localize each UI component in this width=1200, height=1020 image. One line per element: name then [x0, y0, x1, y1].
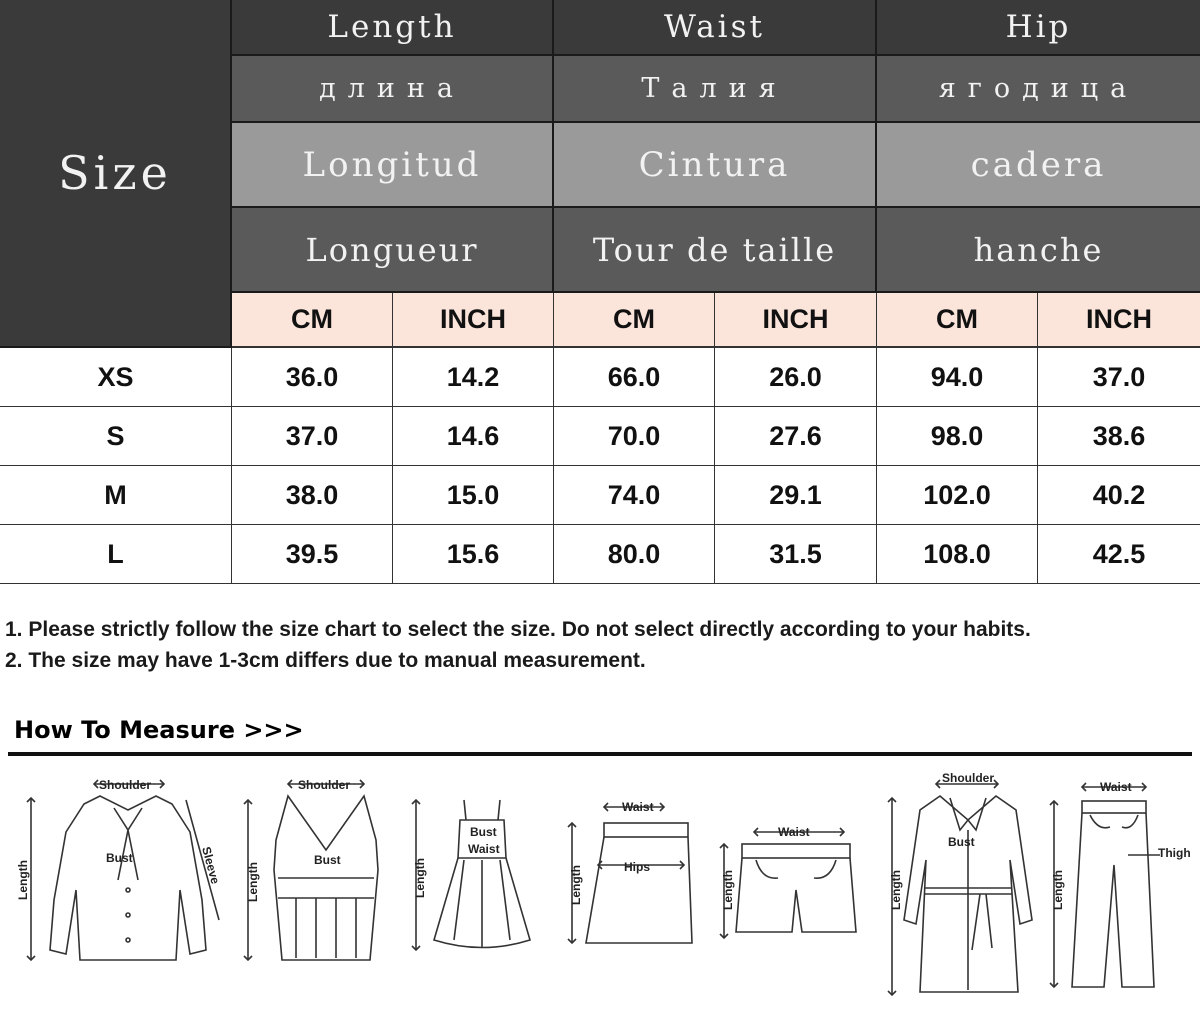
shoulder-label: Shoulder	[298, 778, 351, 792]
size-cell: S	[0, 407, 232, 466]
tank-top-icon	[236, 770, 396, 970]
sleeve-label: Sleeve	[199, 845, 223, 886]
unit-cm: CM	[877, 293, 1038, 348]
length-label: Length	[889, 870, 903, 910]
length-label: Length	[721, 870, 735, 910]
value-cell: 27.6	[715, 407, 877, 466]
value-cell: 31.5	[715, 525, 877, 584]
value-cell: 37.0	[232, 407, 393, 466]
unit-inch: INCH	[393, 293, 554, 348]
length-label: Length	[246, 862, 260, 902]
value-cell: 38.6	[1038, 407, 1200, 466]
value-cell: 14.2	[393, 348, 554, 407]
length-label: Length	[1051, 870, 1065, 910]
waist-header-ru: Талия	[554, 56, 877, 123]
value-cell: 29.1	[715, 466, 877, 525]
heading-divider	[8, 752, 1192, 756]
trousers-icon	[1042, 775, 1197, 1000]
value-cell: 98.0	[877, 407, 1038, 466]
value-cell: 15.0	[393, 466, 554, 525]
trench-coat-icon	[880, 770, 1035, 1005]
length-header-es: Longitud	[232, 123, 554, 208]
hip-header-es: cadera	[877, 123, 1200, 208]
unit-inch: INCH	[715, 293, 877, 348]
value-cell: 40.2	[1038, 466, 1200, 525]
value-cell: 80.0	[554, 525, 715, 584]
sundress-icon	[404, 790, 554, 960]
bust-label: Bust	[314, 853, 341, 867]
value-cell: 36.0	[232, 348, 393, 407]
value-cell: 15.6	[393, 525, 554, 584]
waist-header-es: Cintura	[554, 123, 877, 208]
value-cell: 108.0	[877, 525, 1038, 584]
shorts-icon	[712, 820, 857, 950]
waist-header-en: Waist	[554, 0, 877, 56]
length-header-en: Length	[232, 0, 554, 56]
waist-header-fr: Tour de taille	[554, 208, 877, 293]
size-cell: XS	[0, 348, 232, 407]
size-cell: M	[0, 466, 232, 525]
value-cell: 42.5	[1038, 525, 1200, 584]
value-cell: 37.0	[1038, 348, 1200, 407]
waist-label: Waist	[468, 842, 500, 856]
waist-label: Waist	[1100, 780, 1132, 794]
blouse-icon	[14, 770, 229, 970]
value-cell: 14.6	[393, 407, 554, 466]
length-header-fr: Longueur	[232, 208, 554, 293]
waist-label: Waist	[622, 800, 654, 814]
unit-cm: CM	[554, 293, 715, 348]
hip-header-en: Hip	[877, 0, 1200, 56]
skirt-icon	[560, 795, 705, 955]
shoulder-label: Shoulder	[942, 771, 995, 785]
length-label: Length	[16, 860, 30, 900]
shoulder-label: Shoulder	[99, 778, 152, 792]
bust-label: Bust	[106, 851, 133, 865]
note-2: 2. The size may have 1-3cm differs due to manual measurement.	[5, 649, 646, 672]
size-cell: L	[0, 525, 232, 584]
value-cell: 102.0	[877, 466, 1038, 525]
value-cell: 66.0	[554, 348, 715, 407]
value-cell: 94.0	[877, 348, 1038, 407]
thigh-label: Thigh	[1158, 846, 1191, 860]
waist-label: Waist	[778, 825, 810, 839]
length-label: Length	[413, 858, 427, 898]
how-to-measure-heading: How To Measure >>>	[14, 716, 304, 744]
size-header: Size	[0, 0, 232, 348]
unit-inch: INCH	[1038, 293, 1200, 348]
unit-cm: CM	[232, 293, 393, 348]
hip-header-fr: hanche	[877, 208, 1200, 293]
bust-label: Bust	[948, 835, 975, 849]
bust-label: Bust	[470, 825, 497, 839]
value-cell: 70.0	[554, 407, 715, 466]
hips-label: Hips	[624, 860, 651, 874]
value-cell: 38.0	[232, 466, 393, 525]
value-cell: 39.5	[232, 525, 393, 584]
hip-header-ru: ягодица	[877, 56, 1200, 123]
length-header-ru: длина	[232, 56, 554, 123]
value-cell: 74.0	[554, 466, 715, 525]
note-1: 1. Please strictly follow the size chart to select the size. Do not select directly according to your habits.	[5, 618, 1031, 641]
value-cell: 26.0	[715, 348, 877, 407]
length-label: Length	[569, 865, 583, 905]
